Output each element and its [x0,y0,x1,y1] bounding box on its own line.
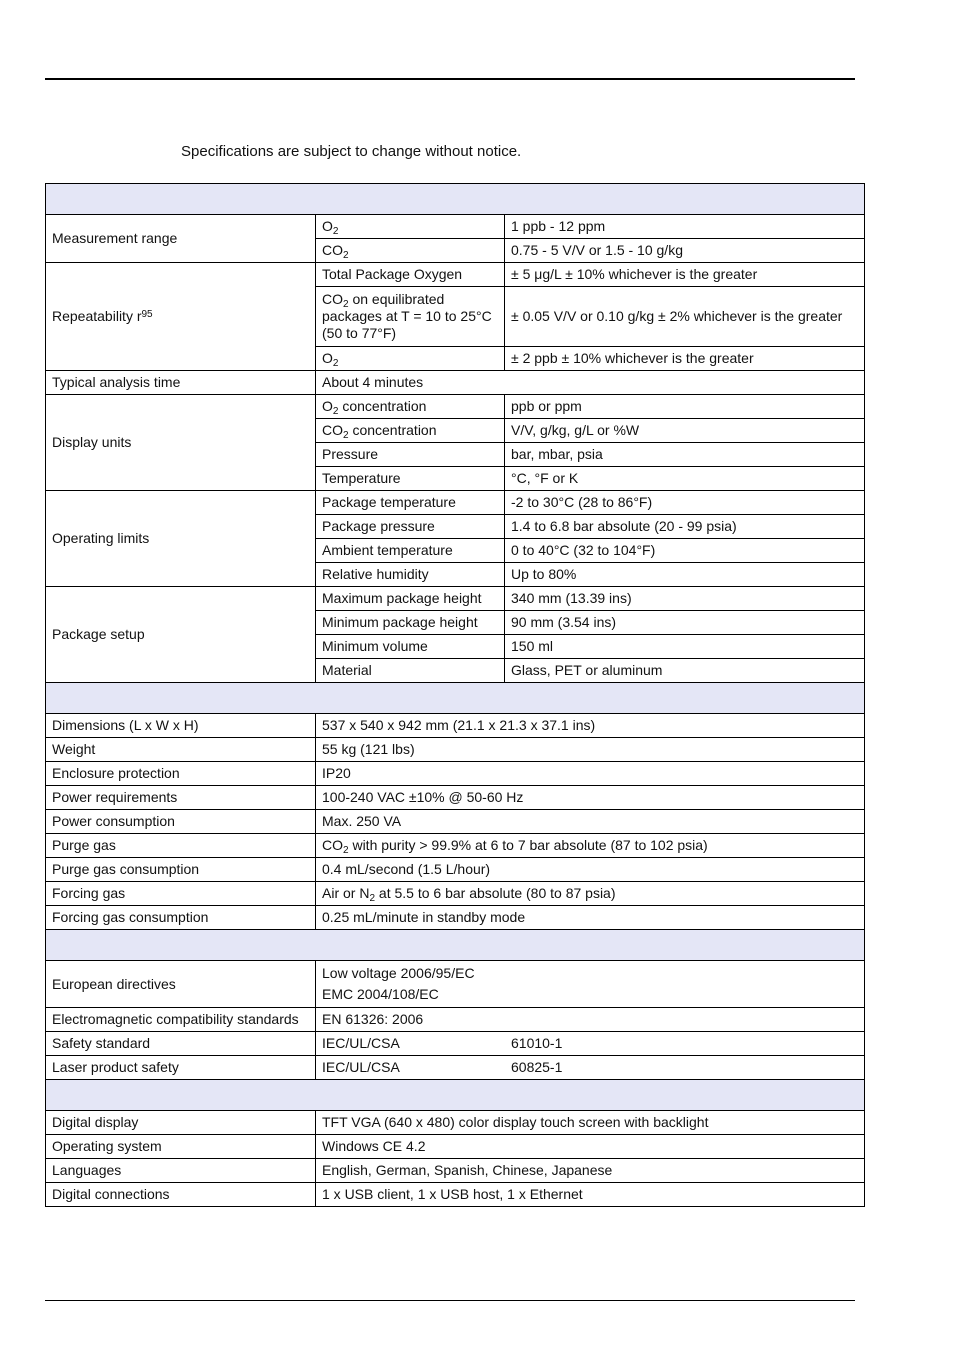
value-cell [316,1032,865,1056]
value-cell: -2 to 30°C (28 to 86°F) [505,491,865,515]
table-row [46,1159,865,1183]
table-row [46,762,865,786]
value-cell: Up to 80% [505,563,865,587]
specifications-table [45,183,865,1207]
param-cell: $CO_2$ [316,239,505,263]
table-row [46,882,865,906]
table-row [46,371,865,395]
param-cell: $O_2$ concentration [316,395,505,419]
row-label: Languages [46,1159,316,1183]
param-cell: $CO_2$ on equilibrated packages at T = 10 to 25°C (50 to 77°F) [316,287,505,347]
value-cell: $CO_2$ with purity > 99.9% at 6 to 7 bar absolute (87 to 102 psia) [316,834,865,858]
section-header-measurement [46,184,865,215]
row-label: Operating system [46,1135,316,1159]
section-header-compliance [46,930,865,961]
value-cell: 0.4 mL/second (1.5 L/hour) [316,858,865,882]
value-cell: 1 ppb - 12 ppm [505,215,865,239]
table-row [46,215,865,239]
value-cell: 537 x 540 x 942 mm (21.1 x 21.3 x 37.1 ins) [316,714,865,738]
value-cell [316,1056,865,1080]
param-cell: $CO_2$ concentration [316,419,505,443]
value-cell: 90 mm (3.54 ins) [505,611,865,635]
standard-number: 60825-1 [511,1059,563,1075]
standard-org: IEC/UL/CSA [322,1035,400,1051]
table-row [46,714,865,738]
param-cell: Package pressure [316,515,505,539]
table-row [46,1135,865,1159]
param-cell: Minimum package height [316,611,505,635]
row-label: Safety standard [46,1032,316,1056]
value-cell: Max. 250 VA [316,810,865,834]
section-header-physical [46,683,865,714]
param-cell: Maximum package height [316,587,505,611]
value-cell: English, German, Spanish, Chinese, Japanese [316,1159,865,1183]
row-label: Measurement range [46,215,316,263]
table-row [46,1183,865,1207]
param-cell: Package temperature [316,491,505,515]
row-label: Forcing gas [46,882,316,906]
value-cell [316,961,865,1008]
standard-org: IEC/UL/CSA [322,1059,400,1075]
table-row [46,395,865,419]
value-cell: 0.75 - 5 V/V or 1.5 - 10 g/kg [505,239,865,263]
directive-line: EMC 2004/108/EC [322,986,439,1002]
spec-notice: Specifications are subject to change without notice. [181,143,522,160]
param-cell: Total Package Oxygen [316,263,505,287]
value-cell: 55 kg (121 lbs) [316,738,865,762]
table-row [46,1111,865,1135]
param-cell: $O_2$ [316,215,505,239]
directive-line: Low voltage 2006/95/EC [322,965,475,981]
table-row [46,263,865,287]
value-cell: °C, °F or K [505,467,865,491]
value-cell: Air or $N_2$ at 5.5 to 6 bar absolute (80 to 87 psia) [316,882,865,906]
table-row [46,1032,865,1056]
table-row [46,738,865,762]
table-row [46,1056,865,1080]
row-label: Digital display [46,1111,316,1135]
value-cell: bar, mbar, psia [505,443,865,467]
table-row [46,906,865,930]
row-label: Dimensions (L x W x H) [46,714,316,738]
row-label: Display units [46,395,316,491]
value-cell: 1.4 to 6.8 bar absolute (20 - 99 psia) [505,515,865,539]
row-label: Laser product safety [46,1056,316,1080]
row-label: Forcing gas consumption [46,906,316,930]
row-label: Power consumption [46,810,316,834]
table-row [46,858,865,882]
value-cell: TFT VGA (640 x 480) color display touch screen with backlight [316,1111,865,1135]
value-cell: ppb or ppm [505,395,865,419]
row-label: Repeatability $r^{95}$ [46,263,316,371]
table-row [46,786,865,810]
param-cell: Minimum volume [316,635,505,659]
row-label: Purge gas consumption [46,858,316,882]
value-cell: 150 ml [505,635,865,659]
value-cell: About 4 minutes [316,371,865,395]
value-cell: ± 5 μg/L ± 10% whichever is the greater [505,263,865,287]
row-label: Power requirements [46,786,316,810]
row-label: Operating limits [46,491,316,587]
value-cell: 0 to 40°C (32 to 104°F) [505,539,865,563]
value-cell: V/V, g/kg, g/L or %W [505,419,865,443]
value-cell: 100-240 VAC ±10% @ 50-60 Hz [316,786,865,810]
row-label: Digital connections [46,1183,316,1207]
param-cell: Ambient temperature [316,539,505,563]
param-cell: Temperature [316,467,505,491]
row-label: Electromagnetic compatibility standards [46,1008,316,1032]
value-cell: Glass, PET or aluminum [505,659,865,683]
table-row [46,491,865,515]
value-cell: 1 x USB client, 1 x USB host, 1 x Ethernet [316,1183,865,1207]
value-cell: IP20 [316,762,865,786]
value-cell: ± 2 ppb ± 10% whichever is the greater [505,347,865,371]
row-label: Weight [46,738,316,762]
row-label: Typical analysis time [46,371,316,395]
value-cell: 340 mm (13.39 ins) [505,587,865,611]
standard-number: 61010-1 [511,1035,563,1051]
section-header-interface [46,1080,865,1111]
table-row [46,834,865,858]
table-row [46,1008,865,1032]
table-row [46,810,865,834]
value-cell: Windows CE 4.2 [316,1135,865,1159]
footer-rule [45,1300,855,1301]
header-rule [45,78,855,80]
row-label: Purge gas [46,834,316,858]
value-cell: 0.25 mL/minute in standby mode [316,906,865,930]
row-label: European directives [46,961,316,1008]
table-row [46,587,865,611]
value-cell: ± 0.05 V/V or 0.10 g/kg ± 2% whichever is the greater [505,287,865,347]
param-cell: Material [316,659,505,683]
row-label: Package setup [46,587,316,683]
row-label: Enclosure protection [46,762,316,786]
param-cell: $O_2$ [316,347,505,371]
param-cell: Pressure [316,443,505,467]
param-cell: Relative humidity [316,563,505,587]
table-row [46,961,865,1008]
value-cell: EN 61326: 2006 [316,1008,865,1032]
